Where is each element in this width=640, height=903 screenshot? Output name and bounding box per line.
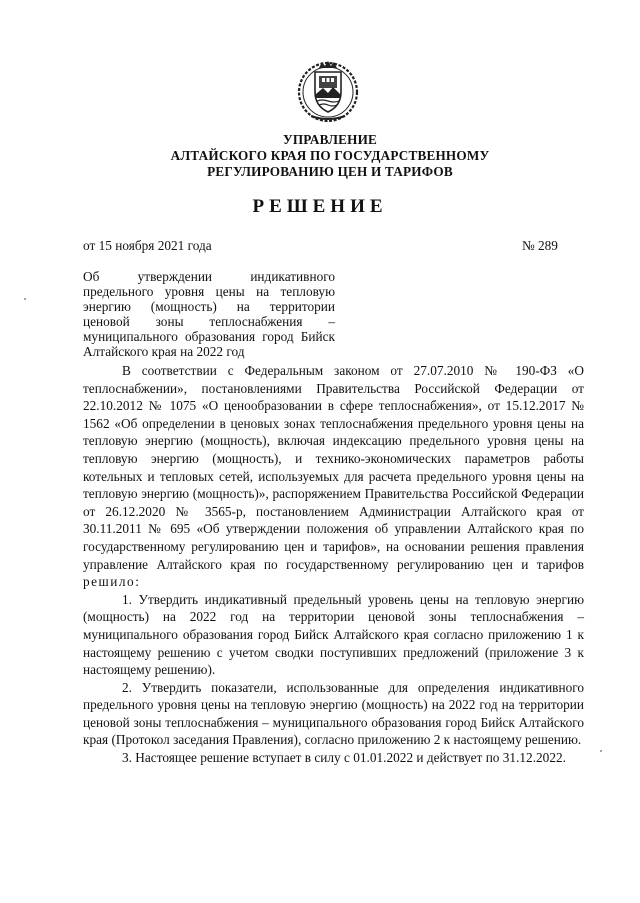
scan-speck <box>24 298 26 300</box>
decided-word: решило: <box>83 574 141 590</box>
document-date: от 15 ноября 2021 года <box>83 238 212 253</box>
preamble-paragraph <box>83 362 584 591</box>
scan-speck <box>600 750 602 752</box>
item-paragraph-3: 3. Настоящее решение вступает в силу с 01.01.2022 и действует по 31.12.2022. <box>122 750 566 766</box>
item-paragraph-2: 2. Утвердить показатели, использованные для определения индикативного предельного уровня цены на тепловую энергию (мощность) на 2022 год на территории ценовой зоны теплоснабжения – муниципального образования город Бийск Алтайского края (Протокол заседания Правления), согласно приложению 2 к настоящему решению. <box>83 679 584 748</box>
document-number: № 289 <box>522 238 558 253</box>
item-paragraph-1: 1. Утвердить индикативный предельный уровень цены на тепловую энергию (мощность) на 2022 год на территории ценовой зоны теплоснабжения – муниципального образования город Бийск Алтайского края согласно приложению 1 к настоящему решению с учетом сводки поступивших предложений (приложение 3 к настоящему решению). <box>83 591 584 678</box>
document-subject: Об утверждении индикативного предельного уровня цены на тепловую энергию (мощность) на территории ценовой зоны теплоснабжения – муниципального образования город Бийск Алтайского края на 2022 год <box>83 269 335 359</box>
agency-name-line-1: УПРАВЛЕНИЕ <box>282 132 378 147</box>
agency-name-line-2: АЛТАЙСКОГО КРАЯ ПО ГОСУДАРСТВЕННОМУ <box>170 148 490 163</box>
agency-name-line-3: РЕГУЛИРОВАНИЮ ЦЕН И ТАРИФОВ <box>207 164 453 179</box>
document-type-title: РЕШЕНИЕ <box>252 196 388 217</box>
coat-of-arms-icon <box>295 58 361 124</box>
preamble-text: В соответствии с Федеральным законом от 27.07.2010 № 190-ФЗ «О теплоснабжении», постановлениями Правительства Российской Федерации от 22.10.2012 № 1075 «О ценообразовании в сфере теплоснабжения», от 15.12.2017 № 1562 «Об определении в ценовых зонах теплоснабжения предельного уровня цены на тепловую энергию (мощность), включая индексацию предельного уровня цены на тепловую энергию (мощность), и технико-экономических параметров работы котельных и тепловых сетей, используемых для расчета предельного уровня цены на тепловую энергию (мощность)», распоряжением Правительства Российской Федерации от 26.12.2020 № 3565-р, постановлением Администрации Алтайского края от 30.11.2011 № 695 «Об утверждении положения об управлении Алтайского края по государственному регулированию цен и тарифов», на основании решения правления управление Алтайского края по государственному регулированию цен и тарифов <box>83 363 584 572</box>
document-body <box>83 362 584 767</box>
